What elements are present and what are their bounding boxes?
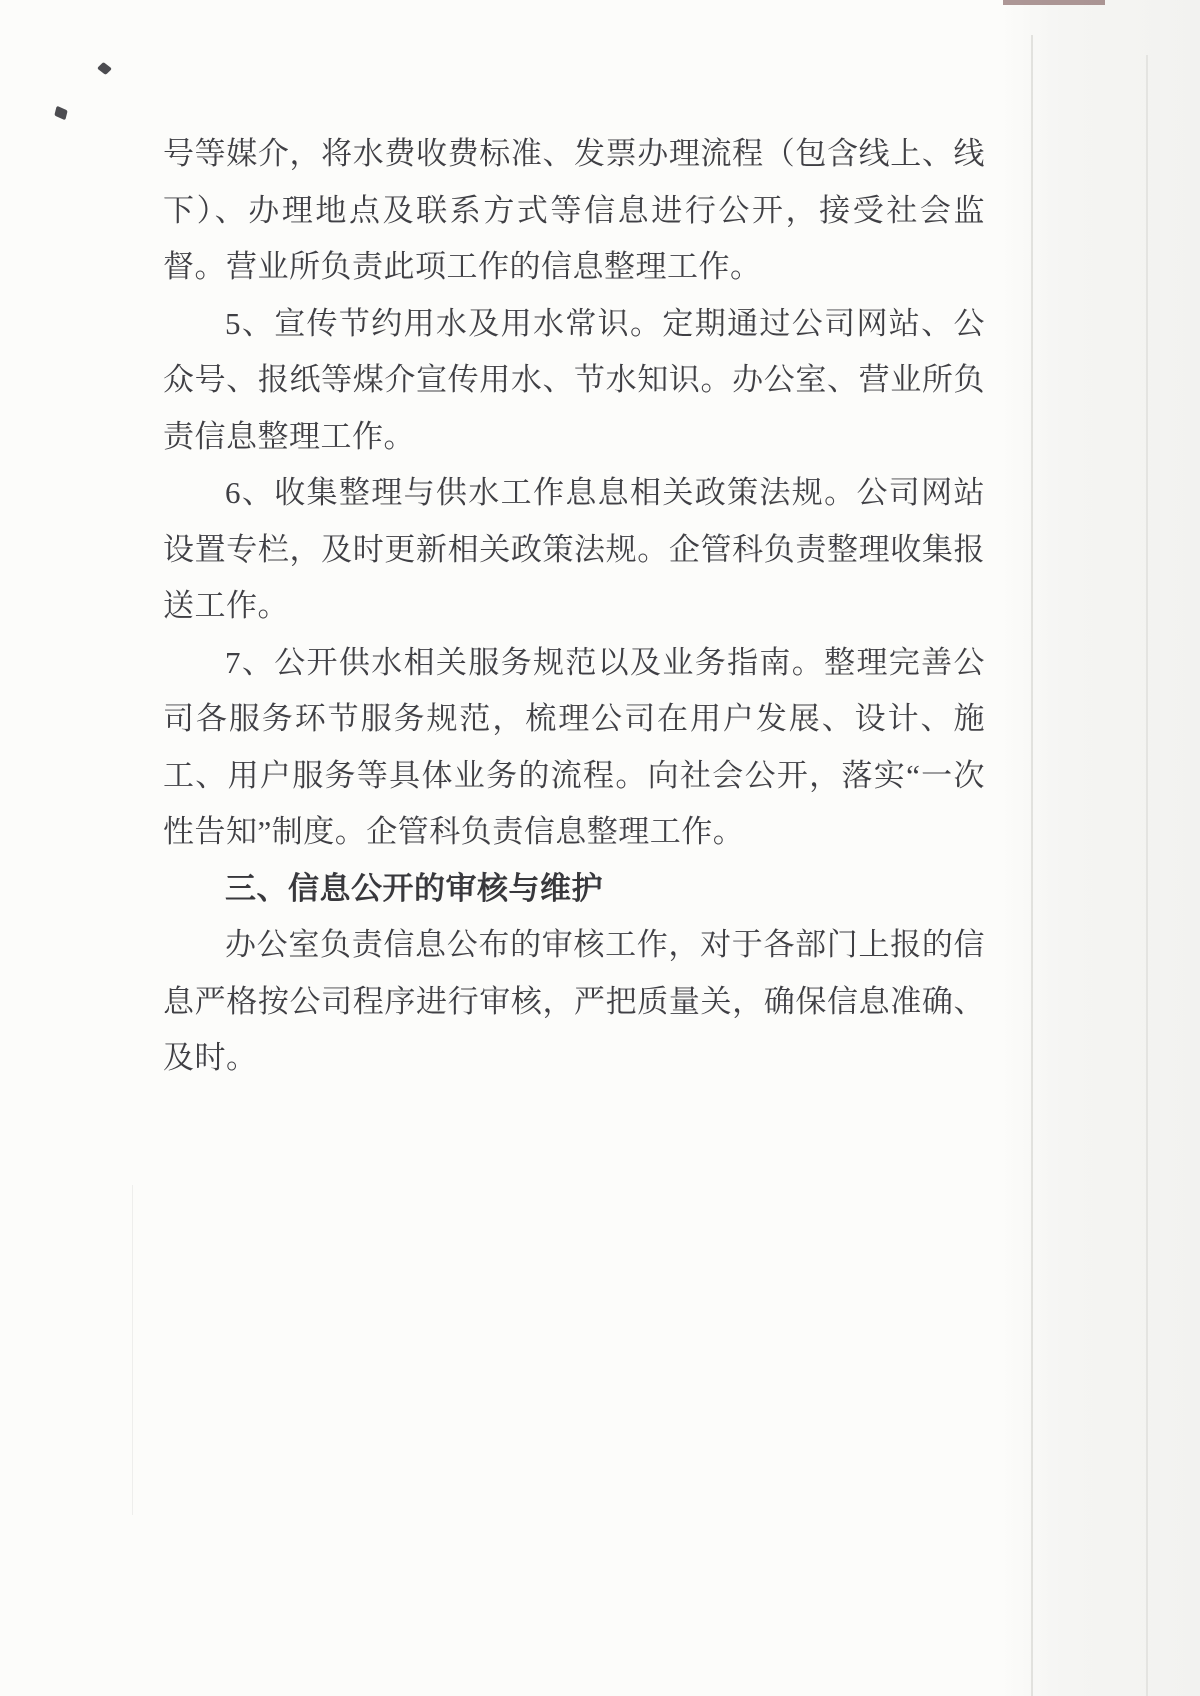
list-item-7: 7、公开供水相关服务规范以及业务指南。整理完善公司各服务环节服务规范，梳理公司在用户发展、设计、施工、用户服务等具体业务的流程。向社会公开，落实“一次性告知”制度。企管科负责信息整理工作。: [163, 644, 985, 849]
scan-edge-mark: [1003, 0, 1105, 5]
list-item-5: 5、宣传节约用水及用水常识。定期通过公司网站、公众号、报纸等煤介宣传用水、节水知识。办公室、营业所负责信息整理工作。: [163, 305, 985, 454]
body-paragraph-continuation: 号等媒介，将水费收费标准、发票办理流程（包含线上、线下）、办理地点及联系方式等信息进行公开，接受社会监督。营业所负责此项工作的信息整理工作。: [163, 136, 985, 284]
list-item-6: 6、收集整理与供水工作息息相关政策法规。公司网站设置专栏，及时更新相关政策法规。企管科负责整理收集报送工作。: [163, 475, 985, 623]
document-text-column: [163, 126, 985, 1087]
scan-streak-line: [1146, 55, 1148, 1696]
ink-speck: [97, 62, 112, 75]
scan-streak-line: [1031, 35, 1033, 1696]
page-edge-shadow-band: [1000, 0, 1200, 1696]
ink-speck: [54, 106, 67, 121]
scan-streak-line: [132, 1185, 133, 1515]
section-heading-3: 三、信息公开的审核与维护: [225, 870, 603, 906]
body-paragraph-review: 办公室负责信息公布的审核工作，对于各部门上报的信息严格按公司程序进行审核，严把质量关，确保信息准确、及时。: [163, 927, 985, 1075]
